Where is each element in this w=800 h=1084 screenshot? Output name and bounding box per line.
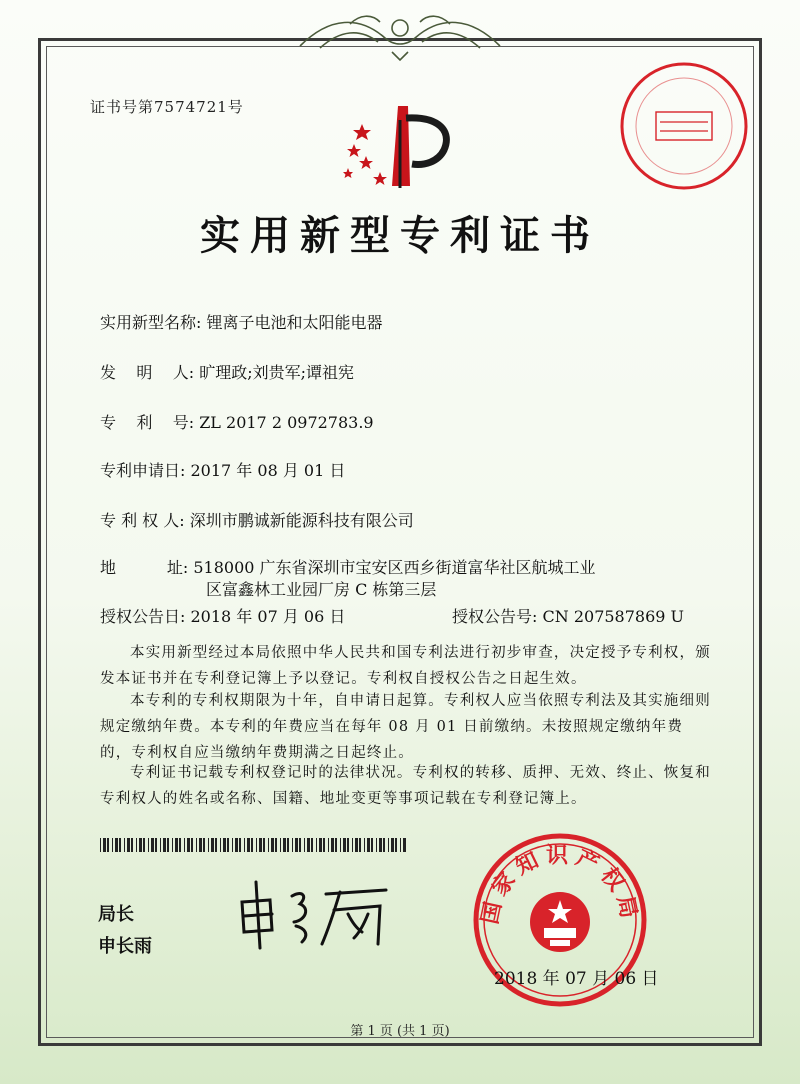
inventor-value: 旷理政;刘贵军;谭祖宪 (199, 363, 354, 382)
filing-date-label: 专利申请日: (100, 461, 186, 480)
patent-office-logo-icon (340, 100, 460, 190)
patent-number-row (100, 410, 374, 433)
director-name: 申长雨 (98, 936, 152, 957)
utility-model-name-value: 锂离子电池和太阳能电器 (206, 313, 383, 332)
utility-model-name-row (100, 310, 383, 333)
grant-number-row (452, 604, 684, 627)
utility-model-name-label: 实用新型名称: (100, 313, 202, 332)
tax-seal-icon (614, 56, 754, 196)
paragraph-text: 本专利的专利权期限为十年，自申请日起算。专利权人应当依照专利法及其实施细则规定缴纳年费。本专利的年费应当在每年 08 月 01 日前缴纳。未按照规定缴纳年费的，专利权自应当缴纳年费期满之日起终止。 (100, 693, 711, 761)
patentee-row (100, 508, 414, 531)
seal-text: 国家知识产权局 (476, 842, 644, 927)
paragraph-term (100, 688, 712, 766)
certificate-title: 实用新型专利证书 (200, 212, 600, 259)
director-title: 局长 (98, 904, 134, 925)
patent-number-label: 专 利 号: (100, 413, 195, 432)
star-icon (343, 124, 387, 185)
grant-number-label: 授权公告号: (452, 607, 538, 626)
ornament-icon (290, 6, 510, 62)
address-row (100, 555, 596, 578)
inventor-row (100, 360, 354, 383)
barcode (100, 838, 406, 852)
filing-date-row (100, 458, 345, 481)
inventor-label: 发 明 人: (100, 363, 195, 382)
grant-date-label: 授权公告日: (100, 607, 186, 626)
page-number: 第 1 页 (共 1 页) (350, 1024, 450, 1039)
national-emblem-icon (530, 892, 590, 952)
address-line-1: 518000 广东省深圳市宝安区西乡街道富华社区航城工业 (193, 558, 596, 577)
patentee-value: 深圳市鹏诚新能源科技有限公司 (189, 511, 414, 530)
address-label: 地 址: (100, 558, 189, 577)
paragraph-text: 专利证书记载专利权登记时的法律状况。专利权的转移、质押、无效、终止、恢复和专利权人的姓名或名称、国籍、地址变更等事项记载在专利登记簿上。 (100, 765, 711, 807)
director-signature (230, 872, 400, 952)
grant-number-value: CN 207587869 U (542, 607, 685, 626)
patent-number-value: ZL 2017 2 0972783.9 (199, 413, 374, 432)
filing-date-value: 2017 年 08 月 01 日 (190, 461, 346, 480)
paragraph-legal-status (100, 760, 712, 812)
certificate-number: 证书号第7574721号 (90, 98, 244, 116)
patentee-label: 专 利 权 人: (100, 511, 185, 530)
paragraph-text: 本实用新型经过本局依照中华人民共和国专利法进行初步审查，决定授予专利权，颁发本证书并在专利登记簿上予以登记。专利权自授权公告之日起生效。 (100, 645, 711, 687)
grant-date-row (100, 604, 345, 627)
paragraph-grant (100, 640, 712, 692)
grant-date-value: 2018 年 07 月 06 日 (190, 607, 346, 626)
seal-date: 2018 年 07 月 06 日 (494, 969, 659, 989)
address-line-2: 区富鑫林工业园厂房 C 栋第三层 (206, 580, 437, 599)
